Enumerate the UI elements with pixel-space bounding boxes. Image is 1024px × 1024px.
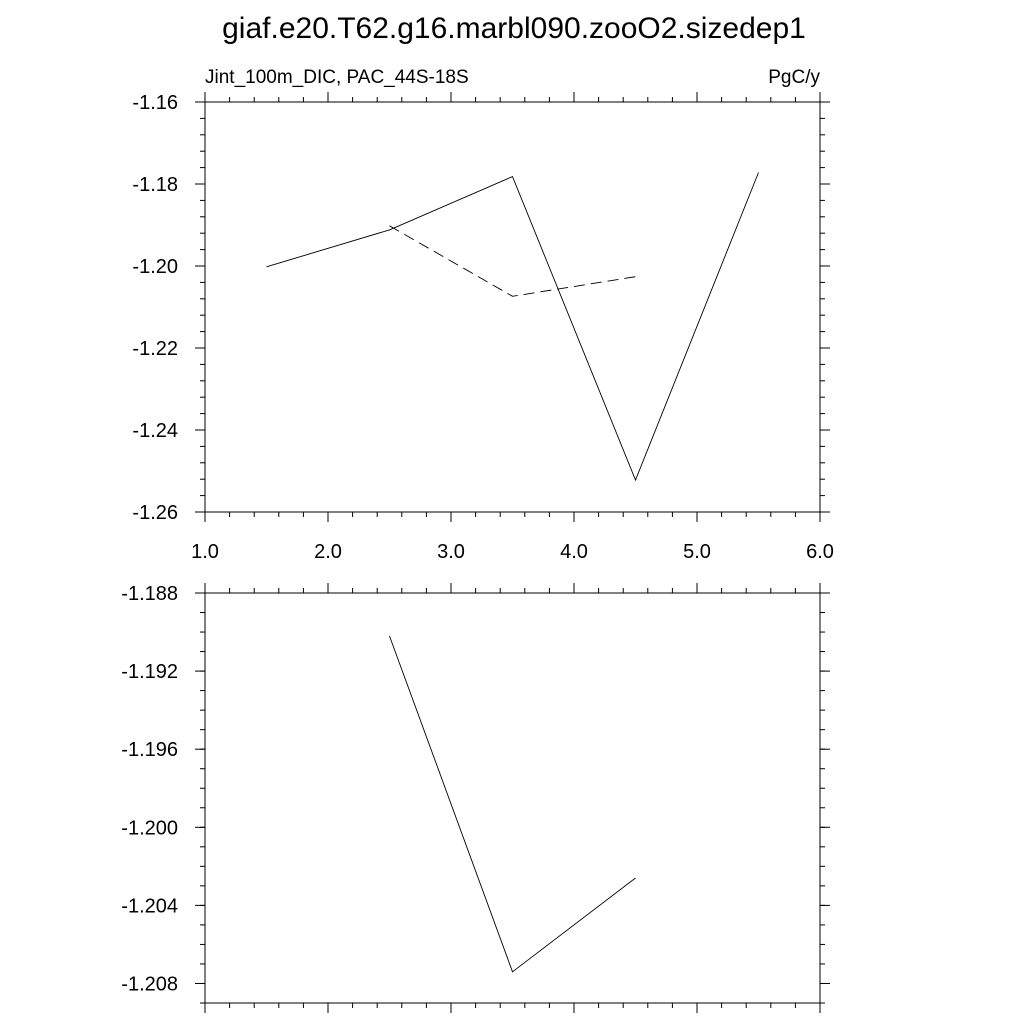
y-tick-label: -1.188 xyxy=(121,583,178,605)
series-line-1 xyxy=(267,173,759,481)
x-tick-label: 1.0 xyxy=(191,541,219,563)
y-tick-label: -1.196 xyxy=(121,739,178,762)
x-tick-label: 3.0 xyxy=(437,541,465,563)
y-tick-label: -1.192 xyxy=(121,661,178,684)
series-line-2 xyxy=(390,226,636,296)
figure-title: giaf.e20.T62.g16.marbl090.zooO2.sizedep1 xyxy=(222,12,806,45)
y-tick-label: -1.20 xyxy=(132,256,178,278)
panel-1-left-label: Jint_100m_DIC, PAC_44S-18S xyxy=(205,67,469,88)
y-tick-label: -1.208 xyxy=(121,973,178,996)
y-tick-label: -1.22 xyxy=(132,338,178,360)
y-tick-label: -1.18 xyxy=(132,174,178,196)
y-tick-label: -1.204 xyxy=(121,895,178,918)
plot-frame xyxy=(205,102,820,512)
x-tick-label: 2.0 xyxy=(314,541,342,563)
panel-1 xyxy=(132,92,834,563)
x-tick-label: 5.0 xyxy=(683,541,711,563)
x-tick-label: 4.0 xyxy=(560,541,588,563)
y-tick-label: -1.200 xyxy=(121,817,178,840)
y-tick-label: -1.24 xyxy=(132,420,178,442)
panel-2 xyxy=(121,583,830,1013)
series-line-1 xyxy=(390,636,636,972)
panel-1-right-label: PgC/y xyxy=(768,67,820,88)
x-tick-label: 6.0 xyxy=(806,541,834,563)
y-tick-label: -1.16 xyxy=(132,92,178,114)
plot-frame xyxy=(205,593,820,1003)
y-tick-label: -1.26 xyxy=(132,502,178,524)
